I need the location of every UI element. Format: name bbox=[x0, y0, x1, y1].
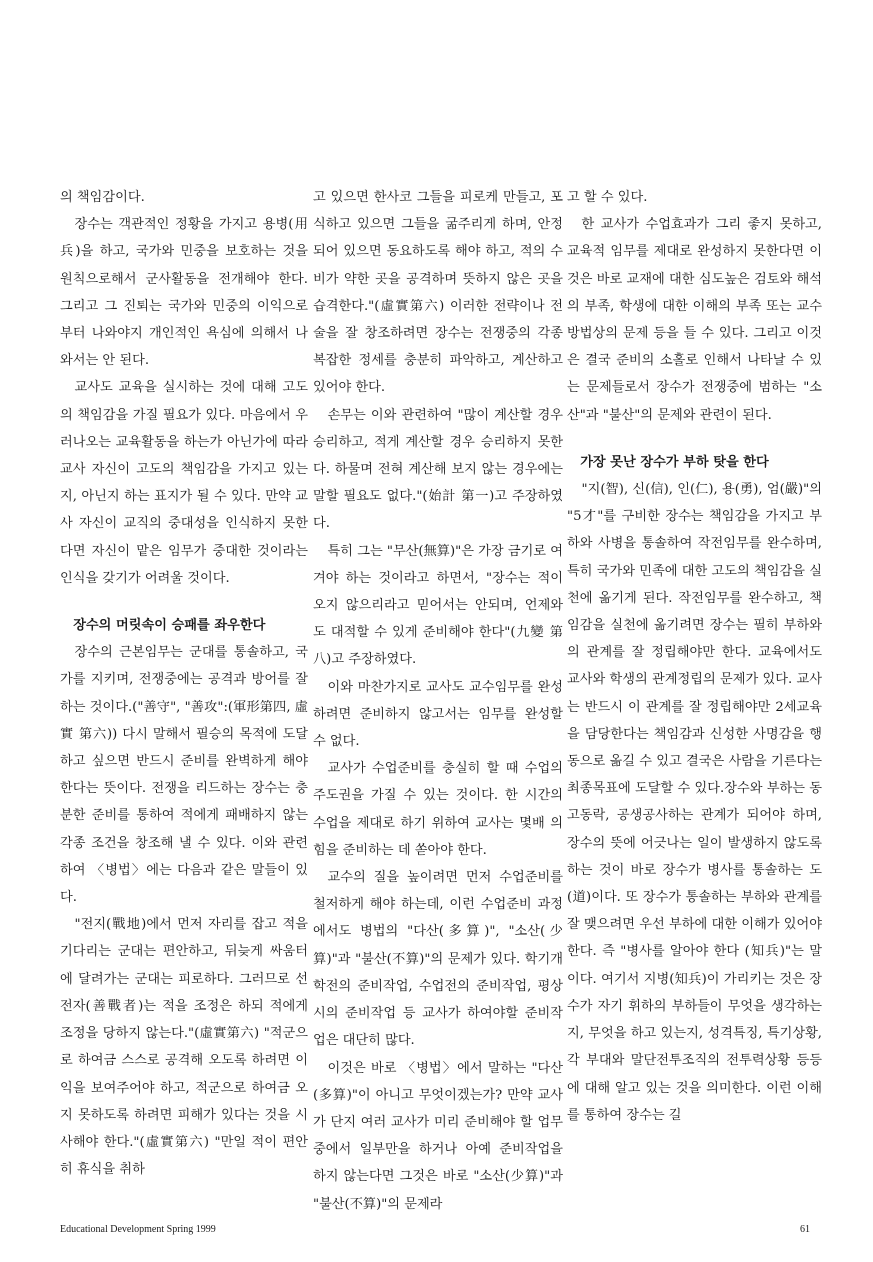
paragraph: 의 책임감이다. bbox=[60, 190, 145, 205]
footer-journal-title: Educational Development Spring 1999 bbox=[60, 1224, 216, 1235]
paragraph: 장수의 근본임무는 군대를 통솔하고, 국가를 지키며, 전쟁중에는 공격과 방어를 잘하는 것이다.("善守", "善攻":(軍形第四, 虛實 第六)) 다시 말해서 필승의 목적에 도달하고 싶으면 반드시 준비를 완벽하게 해야 한다는 뜻이다. 전쟁을 리드하는 장수는 충분한 준비를 통하여 적에게 패배하지 않는 각종 조건을 창조해 낼 수 있다. 이와 관련하여 〈병법〉에는 다음과 같은 말들이 있다. bbox=[60, 645, 308, 906]
paragraph: 고 있으면 한사코 그들을 피로케 만들고, 포식하고 있으면 그들을 굶주리게 하며, 안정되어 있으면 동요하도록 해야 하고, 적의 수비가 약한 곳을 공격하며 뜻하지 않은 곳을 습격한다."(虛實第六) 이러한 전략이나 전술을 잘 창조하려면 장수는 전쟁중의 각종 복잡한 정세를 충분히 파악하고, 계산하고 있어야 한다. bbox=[313, 190, 563, 396]
paragraph: 장수는 객관적인 정황을 가지고 용병(用兵)을 하고, 국가와 민중을 보호하는 것을 원칙으로해서 군사활동을 전개해야 한다. 그리고 그 진퇴는 국가와 민중의 이익으로부터 나와야지 개인적인 욕심에 의해서 나와서는 안 된다. bbox=[60, 217, 308, 369]
paragraph: 특히 그는 "무산(無算)"은 가장 금기로 여겨야 하는 것이라고 하면서, "장수는 적이 오지 않으리라고 믿어서는 안되며, 언제와도 대적할 수 있게 준비해야 한다"(九變 第八)고 주장하였다. bbox=[313, 543, 563, 668]
page-number: 61 bbox=[800, 1224, 810, 1235]
paragraph: 고 할 수 있다. bbox=[567, 190, 648, 205]
paragraph: 한 교사가 수업효과가 그리 좋지 못하고, 교육적 임무를 제대로 완성하지 못한다면 이것은 바로 교재에 대한 심도높은 검토와 해석의 부족, 학생에 대한 이해의 부족 또는 교수방법상의 문제 등을 들 수 있다. 그리고 이것은 결국 준비의 소홀로 인해서 나타날 수 있는 문제들로서 장수가 전쟁중에 범하는 "소산"과 "불산"의 문제와 관련이 된다. bbox=[567, 217, 822, 423]
text-column-2 bbox=[313, 184, 563, 1218]
section-heading: 가장 못난 장수가 부하 탓을 한다 bbox=[580, 454, 769, 470]
paragraph: 교사도 교육을 실시하는 것에 대해 고도의 책임감을 가질 필요가 있다. 마음에서 우러나오는 교육활동을 하는가 아닌가에 따라 교사 자신이 고도의 책임감을 가지고 있는지, 아닌지 하는 표지가 될 수 있다. 만약 교사 자신이 교직의 중대성을 인식하지 못한다면 자신이 맡은 임무가 중대한 것이라는 인식을 갖기가 어려울 것이다. bbox=[60, 380, 308, 586]
paragraph: 이것은 바로 〈병법〉에서 말하는 "다산(多算)"이 아니고 무엇이겠는가? 만약 교사가 단지 여러 교사가 미리 준비해야 할 업무중에서 일부만을 하거나 아예 준비작업을 하지 않는다면 그것은 바로 "소산(少算)"과 "불산(不算)"의 문제라 bbox=[313, 1060, 563, 1212]
paragraph: "지(智), 신(信), 인(仁), 용(勇), 엄(嚴)"의 "5才"를 구비한 장수는 책임감을 가지고 부하와 사병을 통솔하여 작전임무를 완수하며, 특히 국가와 민족에 대한 고도의 책임감을 실천에 옮기게 된다. 작전임무를 완수하고, 책임감을 실천에 옮기려면 장수는 필히 부하와의 관계를 잘 정립해야만 한다. 교육에서도 교사와 학생의 관계정립의 문제가 있다. 교사는 반드시 이 관계를 잘 정립해야만 2세교육을 담당한다는 책임감과 신성한 사명감을 행동으로 옮길 수 있고 결국은 사람을 기른다는 최종목표에 도달할 수 있다.장수와 부하는 동고동락, 공생공사하는 관계가 되어야 하며, 장수의 뜻에 어긋나는 일이 발생하지 않도록 하는 것이 바로 장수가 병사를 통솔하는 도(道)이다. 또 장수가 통솔하는 부하와 관계를 잘 맺으려면 우선 부하에 대한 이해가 있어야 한다. 즉 "병사를 알아야 한다 (知兵)"는 말이다. 여기서 지병(知兵)이 가리키는 것은 장수가 자기 휘하의 부하들이 무엇을 생각하는지, 무엇을 하고 있는지, 성격특징, 특기상황, 각 부대와 말단전투조직의 전투력상황 등등에 대해 알고 있는 것을 의미한다. 이런 이해를 통하여 장수는 길 bbox=[567, 482, 822, 1123]
paragraph: 손무는 이와 관련하여 "많이 계산할 경우 승리하고, 적게 계산할 경우 승리하지 못한다. 하물며 전혀 계산해 보지 않는 경우에는 말할 필요도 없다."(始計 第一)고 주장하였다. bbox=[313, 407, 563, 532]
section-heading: 장수의 머릿속이 승패를 좌우한다 bbox=[73, 618, 266, 634]
text-column-3 bbox=[567, 184, 822, 1129]
paragraph: "전지(戰地)에서 먼저 자리를 잡고 적을 기다리는 군대는 편안하고, 뒤늦게 싸움터에 달려가는 군대는 피로하다. 그러므로 선전자(善戰者)는 적을 조정은 하되 적에게 조정을 당하지 않는다."(虛實第六) "적군으로 하여금 스스로 공격해 오도록 하려면 이익을 보여주어야 하고, 적군으로 하여금 오지 못하도록 하려면 피해가 있다는 것을 시사해야 한다."(虛實第六) "만일 적이 편안히 휴식을 취하 bbox=[60, 917, 308, 1178]
paragraph: 이와 마찬가지로 교사도 교수임무를 완성하려면 준비하지 않고서는 임무를 완성할 수 없다. bbox=[313, 679, 563, 750]
paragraph: 교사가 수업준비를 충실히 할 때 수업의 주도권을 가질 수 있는 것이다. 한 시간의 수업을 제대로 하기 위하여 교사는 몇배 의 힘을 준비하는 데 쏟아야 한다. bbox=[313, 761, 563, 858]
text-column-1 bbox=[60, 184, 308, 1183]
paragraph: 교수의 질을 높이려면 먼저 수업준비를 철저하게 해야 하는데, 이런 수업준비 과정에서도 병법의 "다산(多算)", "소산(少算)"과 "불산(不算)"의 문제가 있다. 학기개학전의 준비작업, 수업전의 준비작업, 평상시의 준비작업 등 교사가 하여야할 준비작업은 대단히 많다. bbox=[313, 870, 563, 1049]
